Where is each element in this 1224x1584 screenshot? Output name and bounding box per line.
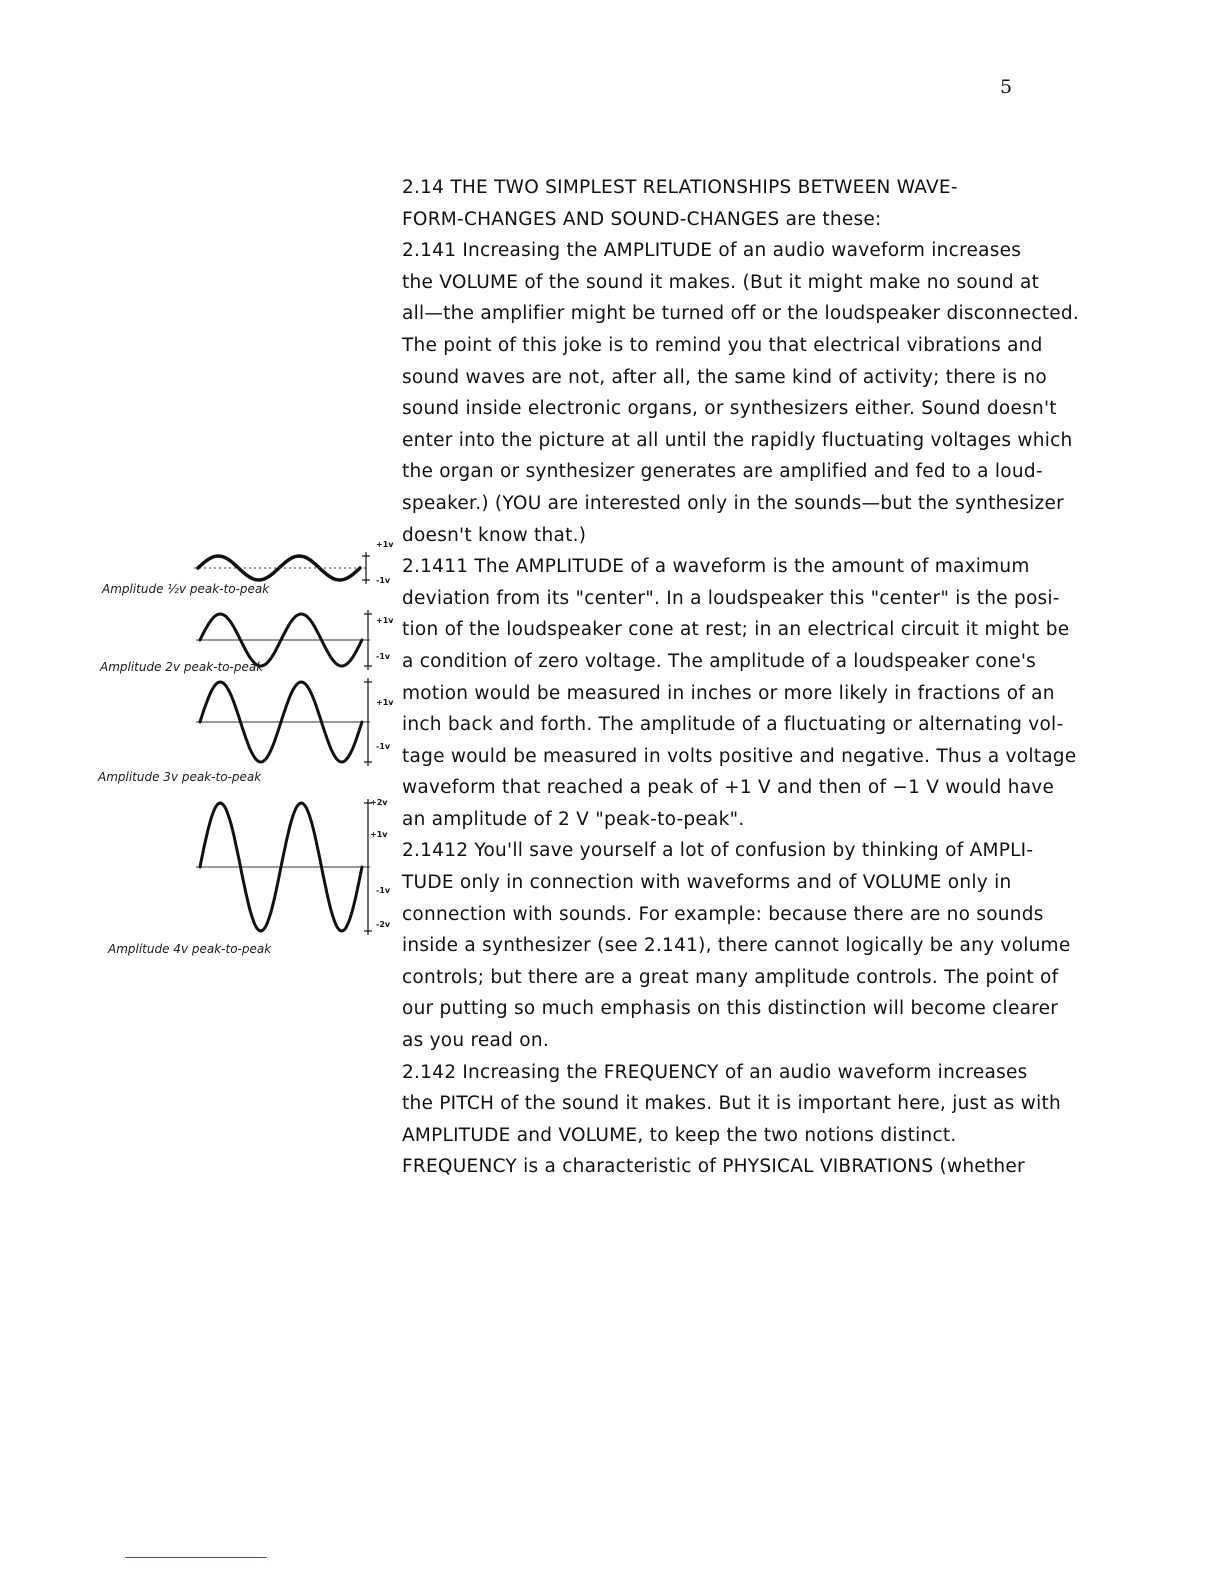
wave3-tick-top: +1v (376, 698, 394, 707)
wave2-tick-bottom: -1v (376, 652, 391, 661)
footnote-rule (125, 1557, 267, 1558)
text-line: deviation from its "center". In a loudspeaker this "center" is the posi- (402, 587, 1060, 609)
text-line: controls; but there are a great many amplitude controls. The point of (402, 966, 1059, 988)
text-line: an amplitude of 2 V "peak-to-peak". (402, 808, 745, 830)
text-line: enter into the picture at all until the rapidly fluctuating voltages which (402, 429, 1073, 451)
amplitude-figure (90, 530, 410, 970)
text-line: sound waves are not, after all, the same kind of activity; there is no (402, 366, 1047, 388)
text-line: inside a synthesizer (see 2.141), there cannot logically be any volume (402, 935, 1071, 957)
wave2-tick-top: +1v (376, 616, 394, 625)
text-line: the VOLUME of the sound it makes. (But it might make no sound at (402, 271, 1040, 293)
wave1-tick-top: +1v (376, 540, 394, 549)
text-line: as you read on. (402, 1030, 549, 1052)
text-line: all—the amplifier might be turned off or the loudspeaker disconnected. (402, 303, 1080, 325)
wave4-tick-minus1: -1v (376, 886, 391, 895)
text-line: 2.1411 The AMPLITUDE of a waveform is the amount of maximum (402, 556, 1030, 578)
wave4-tick-plus1: +1v (370, 830, 388, 839)
text-line: The point of this joke is to remind you that electrical vibrations and (402, 334, 1043, 356)
text-line: 2.142 Increasing the FREQUENCY of an audio waveform increases (402, 1061, 1028, 1083)
body-text (402, 172, 1092, 1183)
text-line: sound inside electronic organs, or synthesizers either. Sound doesn't (402, 398, 1057, 420)
text-line: FORM-CHANGES AND SOUND-CHANGES are these: (402, 208, 882, 230)
text-line: our putting so much emphasis on this distinction will become clearer (402, 998, 1059, 1020)
wave1-tick-bottom: -1v (376, 576, 391, 585)
text-line: FREQUENCY is a characteristic of PHYSICAL VIBRATIONS (whether (402, 1156, 1025, 1178)
wave4-tick-minus2: -2v (376, 920, 391, 929)
text-line: a condition of zero voltage. The amplitude of a loudspeaker cone's (402, 650, 1037, 672)
wave-label-4: Amplitude 4v peak-to-peak (108, 942, 272, 956)
text-line: the PITCH of the sound it makes. But it is important here, just as with (402, 1093, 1061, 1115)
wave4-tick-plus2: +2v (370, 798, 388, 807)
page-number: 5 (1000, 76, 1013, 98)
text-line: the organ or synthesizer generates are amplified and fed to a loud- (402, 461, 1043, 483)
waveform-drawing (90, 530, 410, 970)
text-line: tage would be measured in volts positive and negative. Thus a voltage (402, 745, 1077, 767)
text-line: 2.14 THE TWO SIMPLEST RELATIONSHIPS BETWEEN WAVE- (402, 177, 958, 198)
text-line: 2.141 Increasing the AMPLITUDE of an audio waveform increases (402, 240, 1022, 262)
text-line: inch back and forth. The amplitude of a fluctuating or alternating vol- (402, 714, 1064, 736)
text-line: tion of the loudspeaker cone at rest; in an electrical circuit it might be (402, 619, 1070, 641)
text-line: TUDE only in connection with waveforms and of VOLUME only in (402, 872, 1012, 894)
wave-label-1: Amplitude ½v peak-to-peak (102, 582, 270, 596)
text-line: 2.1412 You'll save yourself a lot of confusion by thinking of AMPLI- (402, 840, 1034, 862)
text-line: motion would be measured in inches or more likely in fractions of an (402, 682, 1055, 704)
text-line: AMPLITUDE and VOLUME, to keep the two notions distinct. (402, 1124, 957, 1146)
text-line: speaker.) (YOU are interested only in the sounds—but the synthesizer (402, 492, 1064, 514)
wave-label-3: Amplitude 3v peak-to-peak (98, 770, 262, 784)
text-line: connection with sounds. For example: because there are no sounds (402, 903, 1044, 925)
wave3-tick-bottom: -1v (376, 742, 391, 751)
text-line: doesn't know that.) (402, 524, 587, 546)
wave-label-2: Amplitude 2v peak-to-peak (100, 660, 264, 674)
text-line: waveform that reached a peak of +1 V and then of −1 V would have (402, 777, 1055, 799)
